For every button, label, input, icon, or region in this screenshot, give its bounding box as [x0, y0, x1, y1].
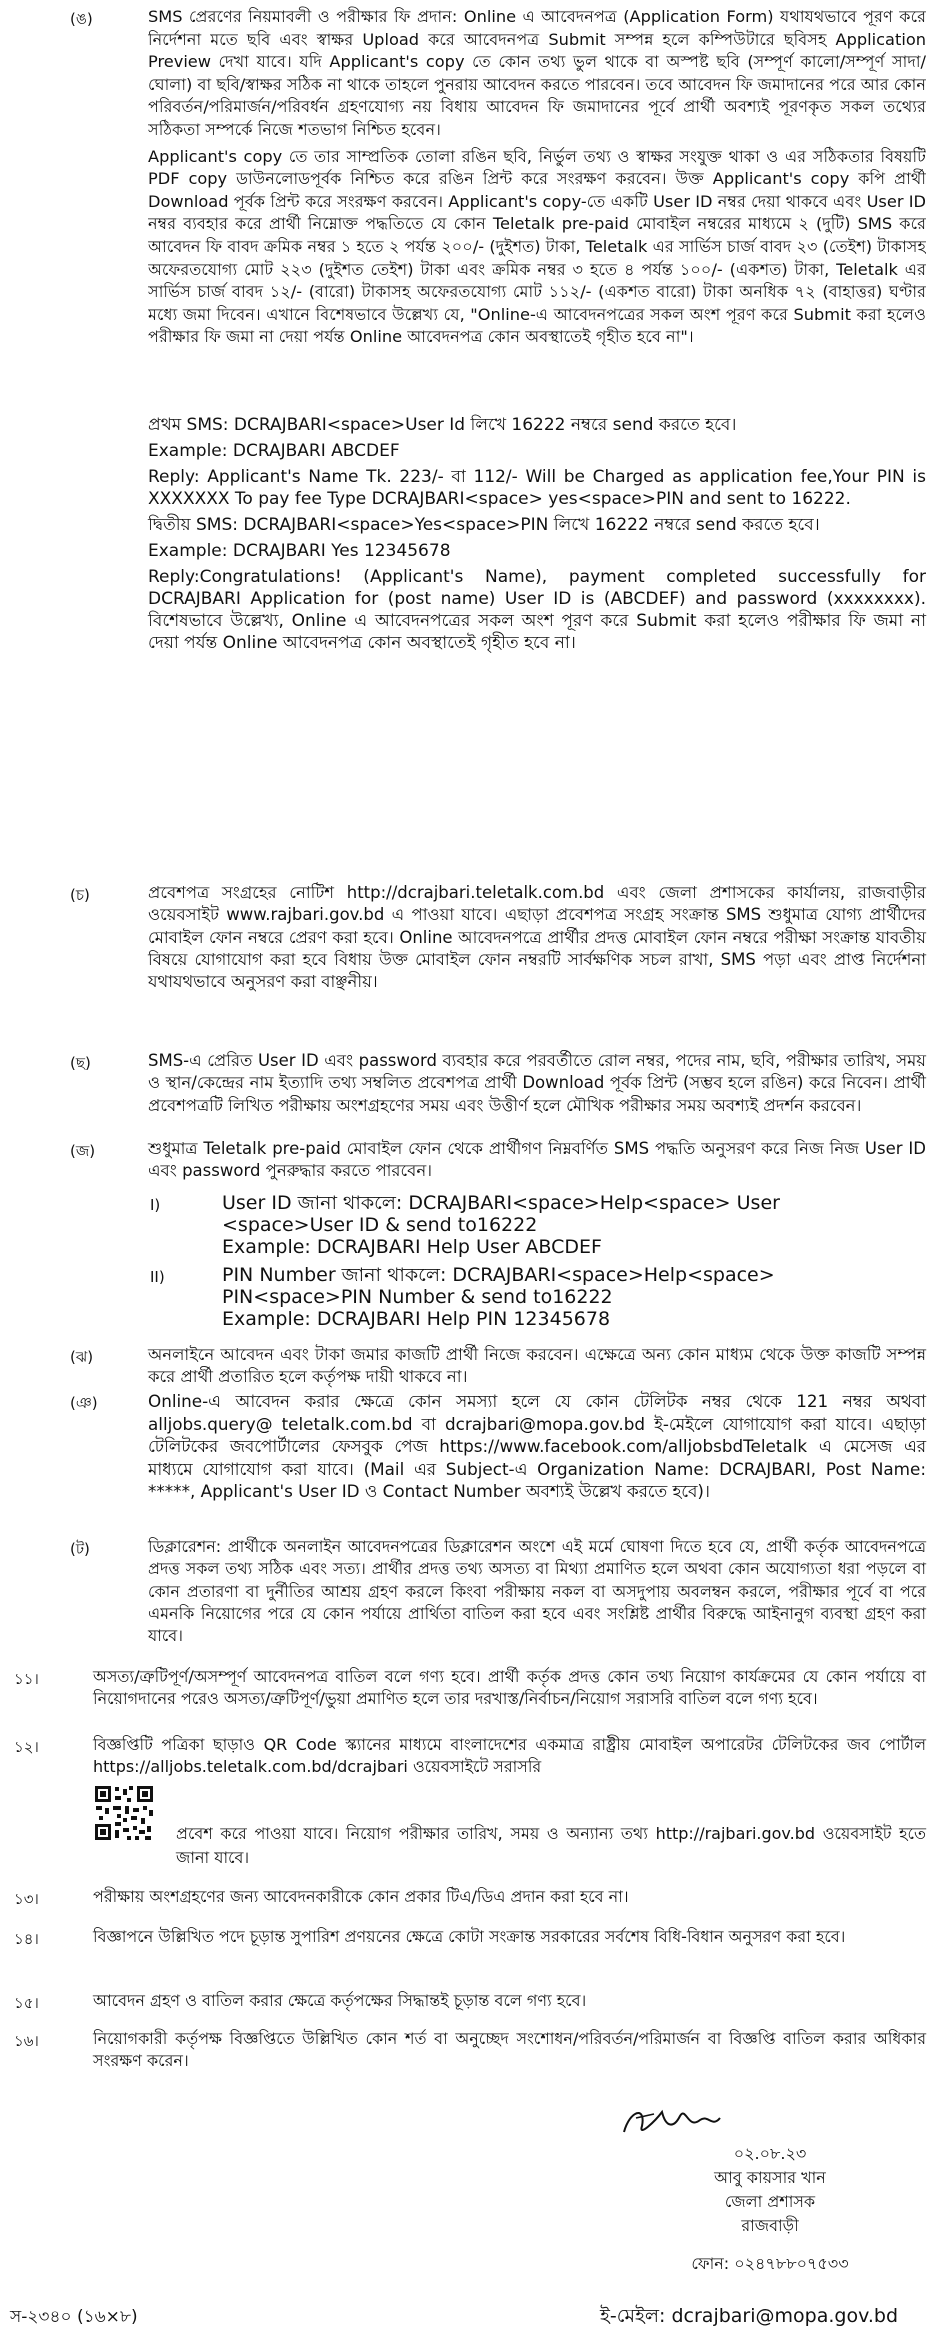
paragraph: নিয়োগকারী কর্তৃপক্ষ বিজ্ঞপ্তিতে উল্লিখিত কোন শর্ত বা অনুচ্ছেদ সংশোধন/পরিবর্তন/পরিমার্জন বা বিজ্ঞপ্তি বাতিল করার অধিকার সংরক্ষণ করেন।	[93, 2029, 926, 2071]
paragraph: বিজ্ঞপ্তিটি পত্রিকা ছাড়াও QR Code স্ক্যানের মাধ্যমে বাংলাদেশের একমাত্র রাষ্ট্রীয় মোবাইল অপারেটর টেলিটকের জব পোর্টাল https://alljobs.teletalk.com.bd/dcrajbari ওয়েবসাইটে সরাসরি	[93, 1735, 926, 1777]
signature-date: ০২.০৮.২৩	[733, 2144, 807, 2163]
signatory-designation: জেলা প্রশাসক	[724, 2192, 816, 2211]
paragraph: শুধুমাত্র Teletalk pre-paid মোবাইল ফোন থেকে প্রার্থীগণ নিম্নবর্ণিত SMS পদ্ধতি অনুসরণ করে নিজ নিজ User ID এবং password পুনরুদ্ধার করতে পারবেন।	[148, 1139, 926, 1181]
item-label: ১৩।	[14, 1890, 39, 1908]
item-label: ১৬।	[14, 2032, 39, 2050]
item-label: (ট)	[70, 1540, 90, 1558]
item-label: (ঞ)	[70, 1394, 98, 1412]
sms-1	[148, 414, 926, 658]
item-label: (ঝ)	[70, 1348, 94, 1366]
qr-code-icon	[93, 1784, 155, 1842]
paragraph: Reply:Congratulations! (Applicant's Name), payment completed successfully for DCRAJBARI Application for (post name) User ID is (ABCDEF) and password (xxxxxxxx). বিশেষভাবে উল্লেখ্য, Online এ আবেদনপত্রের সকল অংশ পূরণ করে Submit করা হলেও পরীক্ষার ফি জমা না দেয়া পর্যন্ত Online আবেদনপত্র কোন অবস্থাতেই গৃহীত হবে না।	[148, 567, 926, 653]
line: PIN<space>PIN Number & send to16222	[222, 1286, 613, 1308]
item-body	[148, 882, 926, 997]
item-body	[93, 1734, 926, 1783]
paragraph: পরীক্ষায় অংশগ্রহণের জন্য আবেদনকারীকে কোন প্রকার টিএ/ডিএ প্রদান করা হবে না।	[93, 1887, 629, 1906]
signatory-email: ই-মেইল: dcrajbari@mopa.gov.bd	[600, 2305, 899, 2327]
roman-numeral: II)	[150, 1268, 165, 1286]
paragraph: অসত্য/ত্রুটিপূর্ণ/অসম্পূর্ণ আবেদনপত্র বাতিল বলে গণ্য হবে। প্রার্থী কর্তৃক প্রদত্ত কোন তথ্য নিয়োগ কার্যক্রমের যে কোন পর্যায়ে বা নিয়োগদানের পরেও অসত্য/ত্রুটিপূর্ণ/ভুয়া প্রমাণিত হলে তার দরখাস্ত/নির্বাচন/নিয়োগ সরাসরি বাতিল বলে গণ্য হবে।	[93, 1667, 926, 1709]
item-body	[93, 1990, 926, 2016]
item-label: (ঙ)	[70, 10, 93, 28]
item-body	[93, 1886, 926, 1912]
paragraph: Applicant's copy তে তার সাম্প্রতিক তোলা রঙিন ছবি, নির্ভুল তথ্য ও স্বাক্ষর সংযুক্ত থাকা ও এর সঠিকতার বিষয়টি PDF copy ডাউনলোডপূর্বক নিশ্চিত করে রঙিন প্রিন্ট করে সংরক্ষণ করবেন। উক্ত Applicant's copy কপি প্রার্থী Download পূর্বক প্রিন্ট করে সংরক্ষণ করবেন। Applicant's copy-তে একটি User ID নম্বর দেয়া থাকবে এবং User ID নম্বর ব্যবহার করে প্রার্থী নিম্নোক্ত পদ্ধতিতে যে কোন Teletalk pre-paid মোবাইল নম্বরের মাধ্যমে ২ (দুটি) SMS করে আবেদন ফি বাবদ ক্রমিক নম্বর ১ হতে ২ পর্যন্ত ২০০/- (দুইশত) টাকা, Teletalk এর সার্ভিস চার্জ বাবদ ২৩ (তেইশ) টাকাসহ অফেরতযোগ্য মোট ২২৩ (দুইশত তেইশ) টাকা এবং ক্রমিক নম্বর ৩ হতে ৪ পর্যন্ত ১০০/- (একশত) টাকা, Teletalk এর সার্ভিস চার্জ বাবদ ১২/- (বারো) টাকাসহ অফেরতযোগ্য মোট ১১২/- (একশত বারো) টাকা অনধিক ৭২ (বাহাত্তর) ঘণ্টার মধ্যে জমা দিবেন। এখানে বিশেষভাবে উল্লেখ্য যে, "Online-এ আবেদনপত্রের সকল অংশ পূরণ করে Submit করা হলেও পরীক্ষার ফি জমা না দেয়া পর্যন্ত Online আবেদনপত্র কোন অবস্থাতেই গৃহীত হবে না"।	[148, 146, 926, 347]
paragraph: আবেদন গ্রহণ ও বাতিল করার ক্ষেত্রে কর্তৃপক্ষের সিদ্ধান্তই চূড়ান্ত বলে গণ্য হবে।	[93, 1991, 587, 2010]
paragraph: Example: DCRAJBARI Yes 12345678	[148, 541, 451, 561]
item-label: ১২।	[14, 1738, 39, 1756]
paragraph: প্রবেশপত্র সংগ্রহের নোটিশ http://dcrajbari.teletalk.com.bd এবং জেলা প্রশাসকের কার্যালয়, রাজবাড়ীর ওয়েবসাইট www.rajbari.gov.bd এ পাওয়া যাবে। এছাড়া প্রবেশপত্র সংগ্রহ সংক্রান্ত SMS শুধুমাত্র যোগ্য প্রার্থীদের মোবাইল ফোন নম্বরে প্রেরণ করা হবে। Online আবেদনপত্রে প্রার্থীর প্রদত্ত মোবাইল ফোন নম্বরে পরীক্ষা সংক্রান্ত যাবতীয় বিষয়ে যোগাযোগ করা হবে বিধায় উক্ত মোবাইল ফোন নম্বরটি সার্বক্ষণিক সচল রাখা, SMS পড়া এবং প্রাপ্ত নির্দেশনা যথাযথভাবে অনুসরণ করা বাঞ্ছনীয়।	[148, 883, 926, 992]
signatory-name: আবু কায়সার খান	[714, 2168, 826, 2187]
recovery-pin	[222, 1264, 922, 1330]
item-label: ১৫।	[14, 1994, 39, 2012]
line: PIN Number জানা থাকলে: DCRAJBARI<space>Help<space>	[222, 1264, 775, 1286]
recovery-user-id	[222, 1192, 922, 1258]
paragraph: Reply: Applicant's Name Tk. 223/- বা 112/- Will be Charged as application fee,Your PIN is XXXXXXX To pay fee Type DCRAJBARI<space> yes<space>PIN and sent to 16222.	[148, 467, 926, 509]
item-label: ১১।	[14, 1670, 39, 1688]
item-body-cont	[176, 1822, 926, 1874]
paragraph: Online-এ আবেদন করার ক্ষেত্রে কোন সমস্যা হলে যে কোন টেলিটক নম্বর থেকে 121 নম্বর অথবা alljobs.query@ teletalk.com.bd বা dcrajbari@mopa.gov.bd ই-মেইলে যোগাযোগ করা যাবে। এছাড়া টেলিটকের জবপোর্টালের ফেসবুক পেজ https://www.facebook.com/alljobsbdTeletalk এ মেসেজ এর মাধ্যমে যোগাযোগ করা যাবে। (Mail এর Subject-এ Organization Name: DCRAJBARI, Post Name: *****, Applicant's User ID ও Contact Number অবশ্যই উল্লেখ করতে হবে)।	[148, 1391, 926, 1501]
item-label: (ছ)	[70, 1054, 91, 1072]
item-body	[148, 1390, 926, 1507]
paragraph: অনলাইনে আবেদন এবং টাকা জমার কাজটি প্রার্থী নিজে করবেন। এক্ষেত্রে অন্য কোন মাধ্যম থেকে উক্ত কাজটি সম্পন্ন করে প্রার্থী প্রতারিত হলে কর্তৃপক্ষ দায়ী থাকবে না।	[148, 1345, 926, 1387]
signatory-phone: ফোন: ০২৪৭৮৮০৭৫৩৩	[691, 2254, 849, 2273]
item-label: (জ)	[70, 1142, 96, 1160]
paragraph: Example: DCRAJBARI ABCDEF	[148, 441, 400, 461]
line: Example: DCRAJBARI Help User ABCDEF	[222, 1236, 602, 1258]
paragraph: ডিক্লারেশন: প্রার্থীকে অনলাইন আবেদনপত্রের ডিক্লারেশন অংশে এই মর্মে ঘোষণা দিতে হবে যে, প্রার্থী কর্তৃক আবেদনপত্রে প্রদত্ত সকল তথ্য সঠিক এবং সত্য। প্রার্থীর প্রদত্ত তথ্য অসত্য বা মিথ্যা প্রমাণিত হলে অথবা কোন অযোগ্যতা ধরা পড়লে বা কোন প্রতারণা বা দুর্নীতির আশ্রয় গ্রহণ করলে কিংবা পরীক্ষায় নকল বা অসদুপায় অবলম্বন করলে, পরীক্ষার পূর্বে বা পরে এমনকি নিয়োগের পরে যে কোন পর্যায়ে প্রার্থিতা বাতিল করা হবে এবং সংশ্লিষ্ট প্রার্থীর বিরুদ্ধে আইনানুগ ব্যবস্থা গ্রহণ করা যাবে।	[148, 1537, 926, 1646]
signatory-place: রাজবাড়ী	[741, 2216, 799, 2235]
item-body	[148, 1344, 926, 1393]
footer-code: স-২৩৪০ (১৬×৮)	[10, 2307, 138, 2327]
line: User ID জানা থাকলে: DCRAJBARI<space>Help<space> User	[222, 1192, 780, 1214]
paragraph: SMS প্রেরণের নিয়মাবলী ও পরীক্ষার ফি প্রদান: Online এ আবেদনপত্র (Application Form) যথাযথভাবে পূরণ করে নির্দেশনা মতে ছবি এবং স্বাক্ষর Upload করে আবেদনপত্র Submit সম্পন্ন হলে কম্পিউটারে ছবিসহ Application Preview দেখা যাবে। যদি Applicant's copy তে কোন তথ্য ভুল থাকে বা অস্পষ্ট ছবি (সম্পূর্ণ কালো/সম্পূর্ণ সাদা/ঘোলা) বা ছবি/স্বাক্ষর সঠিক না থাকে তাহলে পুনরায় আবেদন করতে পারবেন। তবে আবেদন ফি জমাদানের পরে আর কোন পরিবর্তন/পরিমার্জন/পরিবর্ধন গ্রহণযোগ্য নয় বিধায় আবেদন ফি জমাদানের পূর্বে প্রার্থী অবশ্যই পূরণকৃত সকল তথ্যের সঠিকতা সম্পর্কে নিজে শতভাগ নিশ্চিত হবেন।	[148, 7, 926, 139]
item-body	[93, 1926, 926, 1952]
signature-block	[620, 2142, 920, 2276]
paragraph: দ্বিতীয় SMS: DCRAJBARI<space>Yes<space>PIN লিখে 16222 নম্বরে send করতে হবে।	[148, 515, 820, 535]
roman-numeral: I)	[150, 1196, 161, 1214]
item-body	[148, 1050, 926, 1121]
line: <space>User ID & send to16222	[222, 1214, 538, 1236]
paragraph: SMS-এ প্রেরিত User ID এবং password ব্যবহার করে পরবর্তীতে রোল নম্বর, পদের নাম, ছবি, পরীক্ষার তারিখ, সময় ও স্থান/কেন্দ্রের নাম ইত্যাদি তথ্য সম্বলিত প্রবেশপত্র প্রার্থী Download পূর্বক প্রিন্ট (সম্ভব হলে রঙিন) করে নিবেন। প্রার্থী প্রবেশপত্রটি লিখিত পরীক্ষায় অংশগ্রহণের সময় এবং উত্তীর্ণ হলে মৌখিক পরীক্ষার সময় অবশ্যই প্রদর্শন করবেন।	[148, 1051, 926, 1115]
item-body	[148, 1536, 926, 1651]
item-label: (চ)	[70, 886, 90, 904]
paragraph: প্রবেশ করে পাওয়া যাবে। নিয়োগ পরীক্ষার তারিখ, সময় ও অন্যান্য তথ্য http://rajbari.gov.bd ওয়েবসাইট হতে জানা যাবে।	[176, 1824, 926, 1867]
paragraph: বিজ্ঞাপনে উল্লিখিত পদে চূড়ান্ত সুপারিশ প্রণয়নের ক্ষেত্রে কোটা সংক্রান্ত সরকারের সর্বশেষ বিধি-বিধান অনুসরণ করা হবে।	[93, 1927, 846, 1946]
item-body	[93, 2028, 926, 2077]
line: Example: DCRAJBARI Help PIN 12345678	[222, 1308, 611, 1330]
item-body	[93, 1666, 926, 1715]
paragraph: প্রথম SMS: DCRAJBARI<space>User Id লিখে 16222 নম্বরে send করতে হবে।	[148, 415, 737, 435]
item-label: ১৪।	[14, 1930, 39, 1948]
item-body	[148, 1138, 926, 1187]
